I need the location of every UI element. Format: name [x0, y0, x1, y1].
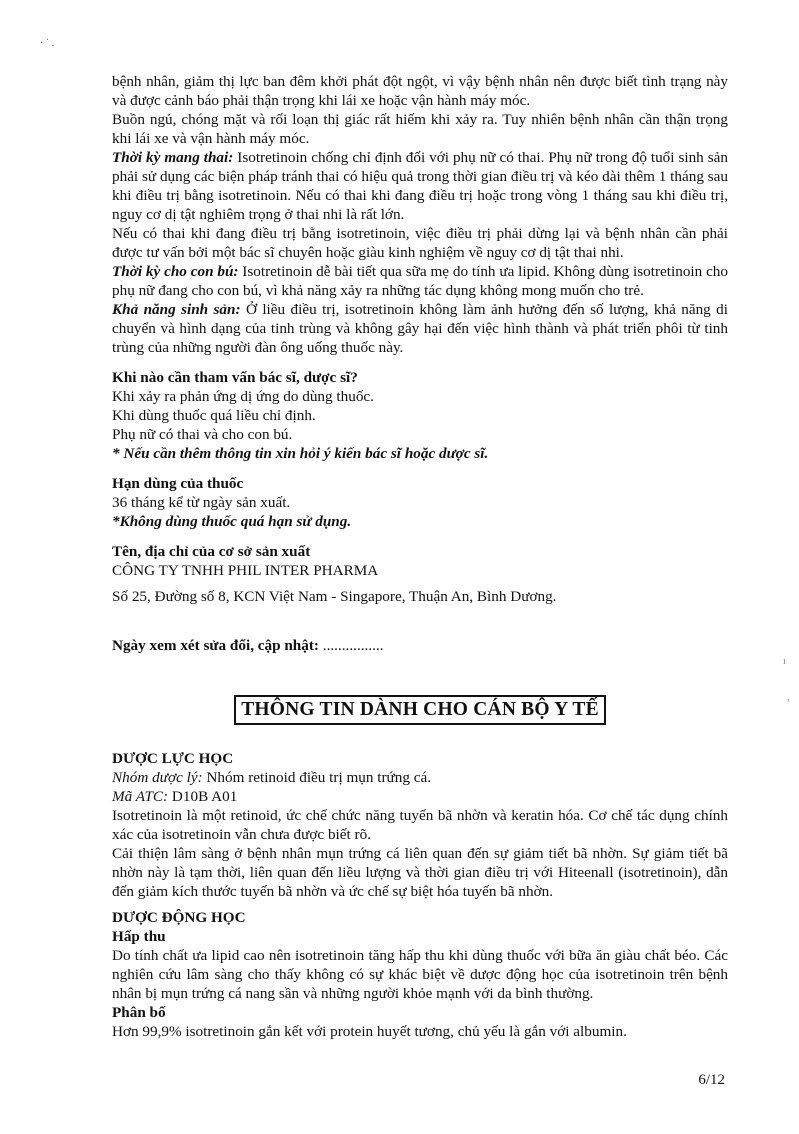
atc-label: Mã ATC: — [112, 788, 169, 805]
paragraph-pregnancy — [112, 148, 728, 224]
consult-line: Khi xảy ra phản ứng dị ứng do dùng thuốc. — [112, 388, 374, 405]
pharmacodynamics-paragraph: Isotretinoin là một retinoid, ức chế chức năng tuyến bã nhờn và keratin hóa. Cơ chế tác dụng chính xác của isotretinoin vẫn chưa được biết rõ. — [112, 807, 728, 843]
absorption-heading: Hấp thu — [112, 928, 166, 945]
expiry-heading: Hạn dùng của thuốc — [112, 475, 244, 492]
manufacturer-heading: Tên, địa chỉ của cơ sở sản xuất — [112, 543, 311, 560]
distribution-text: Hơn 99,9% isotretinoin gắn kết với protein huyết tương, chủ yếu là gắn với albumin. — [112, 1023, 627, 1040]
paragraph-fertility — [112, 300, 728, 357]
paragraph-night-vision: bệnh nhân, giảm thị lực ban đêm khởi phát đột ngột, vì vậy bệnh nhân nên được biết tình trạng này và được cảnh báo phải thận trọng khi lái xe hoặc vận hành máy móc. — [112, 73, 728, 109]
paragraph-pregnancy-2: Nếu có thai khi đang điều trị bằng isotretinoin, việc điều trị phải dừng lại và bệnh nhân cần phải được tư vấn bởi một bác sĩ chuyên hoặc giàu kinh nghiệm về nguy cơ dị tật thai nhi. — [112, 225, 728, 261]
revision-label: Ngày xem xét sửa đổi, cập nhật: — [112, 637, 319, 654]
expiry-text: 36 tháng kể từ ngày sản xuất. — [112, 494, 291, 511]
fertility-label: Khả năng sinh sản: — [112, 301, 241, 318]
group-value: Nhóm retinoid điều trị mụn trứng cá. — [202, 769, 432, 786]
absorption-text: Do tính chất ưa lipid cao nên isotretinoin tăng hấp thu khi dùng thuốc với bữa ăn giàu chất béo. Các nghiên cứu lâm sàng cho thấy không có sự khác biệt về dược động học của isotretinoin trên bệnh nhân bị mụn trứng cá nang sần và những người khỏe mạnh với da bình thường. — [112, 947, 728, 1002]
manufacturer-address: Số 25, Đường số 8, KCN Việt Nam - Singapore, Thuận An, Bình Dương. — [112, 588, 557, 605]
section-title: THÔNG TIN DÀNH CHO CÁN BỘ Y TẾ — [234, 695, 606, 725]
consult-line: Khi dùng thuốc quá liều chỉ định. — [112, 407, 316, 424]
pregnancy-text: Isotretinoin chống chỉ định đối với phụ nữ có thai. Phụ nữ trong độ tuổi sinh sản phải sử dụng các biện pháp tránh thai có hiệu quả trong thời gian điều trị và kéo dài thêm 1 tháng sau khi điều trị bằng isotretinoin. Nếu có thai khi đang điều trị hoặc trong vòng 1 tháng sau khi điều trị, nguy cơ dị tật nghiêm trọng ở thai nhi là rất lớn. — [112, 149, 728, 223]
paragraph-lactation — [112, 262, 728, 300]
document-page — [112, 72, 728, 1041]
pharmacokinetics-heading: DƯỢC ĐỘNG HỌC — [112, 909, 246, 926]
group-label: Nhóm dược lý: — [112, 769, 203, 786]
fertility-text: Ở liều điều trị, isotretinoin không làm ảnh hưởng đến số lượng, khả năng di chuyển và hình dạng của tinh trùng và không gây hại đến việc hình thành và phát triển phôi từ tinh trùng của những người đàn ông uống thuốc này. — [112, 301, 728, 356]
scan-mark: , — [787, 692, 790, 703]
scan-mark: ı — [783, 656, 786, 667]
atc-code — [112, 787, 728, 806]
distribution-heading: Phân bố — [112, 1004, 166, 1021]
atc-value: D10B A01 — [168, 788, 238, 805]
lactation-text: Isotretinoin dễ bài tiết qua sữa mẹ do tính ưa lipid. Không dùng isotretinoin cho phụ nữ đang cho con bú, vì khả năng xảy ra những tác dụng không mong muốn cho trẻ. — [112, 263, 728, 299]
consult-line: Phụ nữ có thai và cho con bú. — [112, 426, 293, 443]
pharmacodynamics-heading: DƯỢC LỰC HỌC — [112, 750, 234, 767]
lactation-label: Thời kỳ cho con bú: — [112, 263, 239, 280]
pharmacodynamics-paragraph: Cải thiện lâm sàng ở bệnh nhân mụn trứng cá liên quan đến sự giảm tiết bã nhờn. Sự giảm tiết bã nhờn này là tạm thời, liên quan đến liều lượng và thời gian điều trị với Hiteenall (isotretinoin), dẫn đến giảm kích thước tuyến bã nhờn và ức chế sự biệt hóa tuyến bã nhờn. — [112, 845, 728, 900]
revision-date — [112, 636, 728, 655]
paragraph-drowsiness: Buồn ngủ, chóng mặt và rối loạn thị giác rất hiếm khi xảy ra. Tuy nhiên bệnh nhân cần thận trọng khi lái xe và vận hành máy móc. — [112, 111, 728, 147]
page-number: 6/12 — [698, 1072, 725, 1088]
section-title-wrap — [112, 695, 728, 725]
consult-note: * Nếu cần thêm thông tin xin hỏi ý kiến bác sĩ hoặc dược sĩ. — [112, 445, 489, 462]
revision-dots: ................ — [318, 637, 384, 654]
pregnancy-label: Thời kỳ mang thai: — [112, 149, 234, 166]
expiry-note: *Không dùng thuốc quá hạn sử dụng. — [112, 513, 352, 530]
scan-specks: · ˙ . — [40, 38, 55, 49]
pharmacologic-group — [112, 768, 728, 787]
consult-heading: Khi nào cần tham vấn bác sĩ, dược sĩ? — [112, 369, 358, 386]
manufacturer-name: CÔNG TY TNHH PHIL INTER PHARMA — [112, 562, 379, 579]
